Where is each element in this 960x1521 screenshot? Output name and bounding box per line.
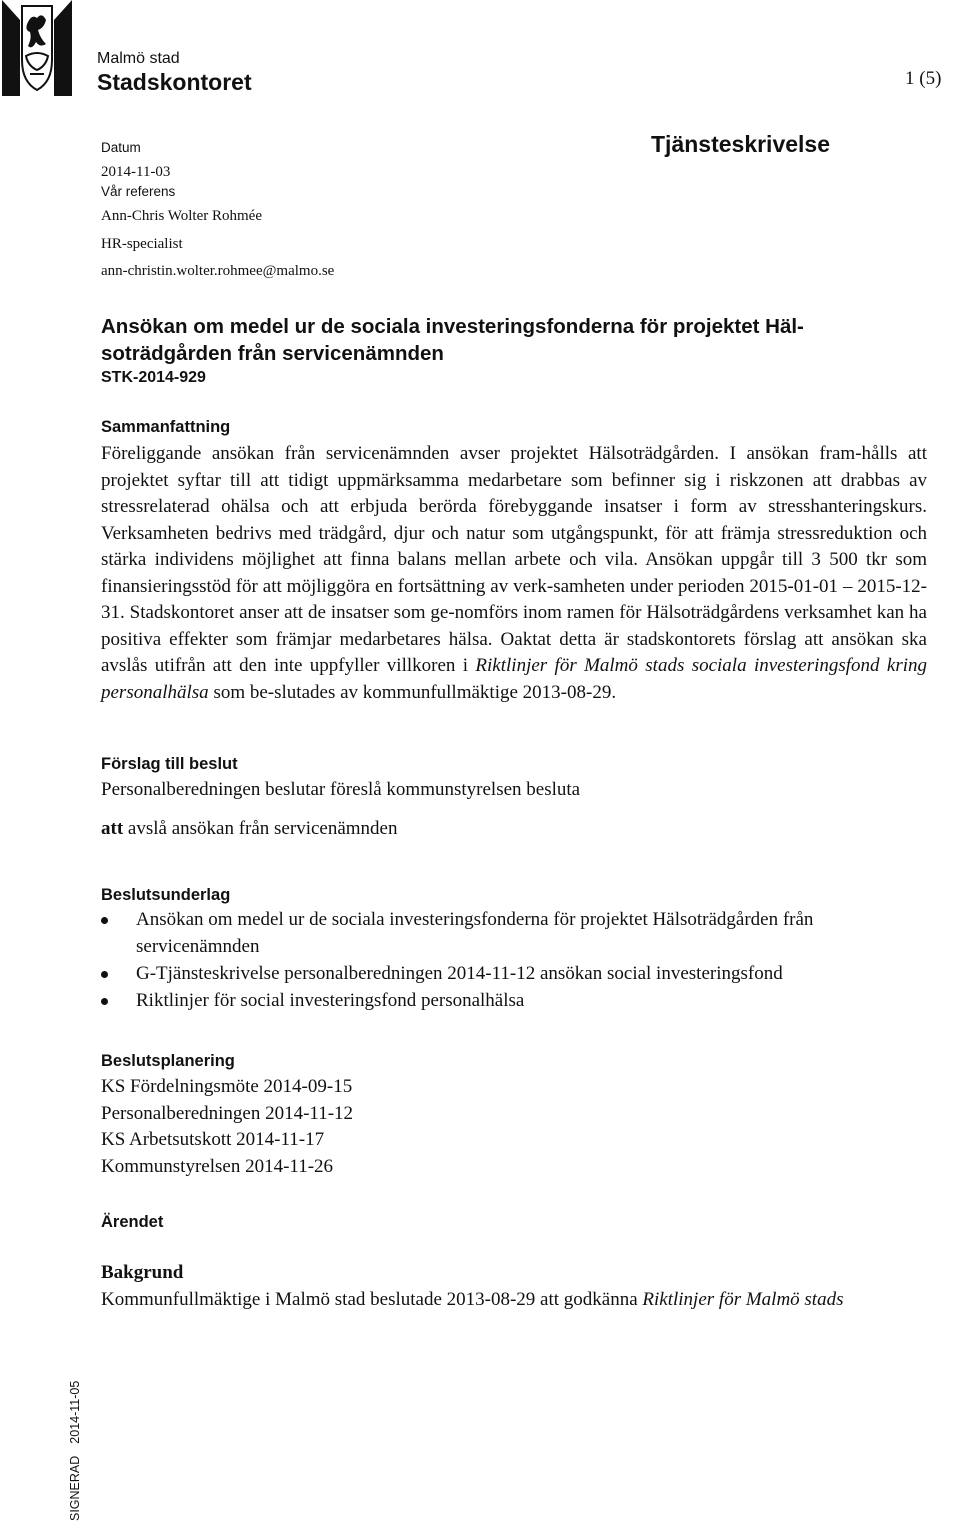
title-line-1: Ansökan om medel ur de sociala investeringsfonderna för projektet Häl- [101, 315, 804, 338]
document-type: Tjänsteskrivelse [651, 131, 831, 157]
author-role: HR-specialist [101, 236, 183, 252]
basis-heading: Beslutsunderlag [101, 886, 231, 904]
list-item: G-Tjänsteskrivelse personalberedningen 2014-11-12 ansökan social investeringsfond [101, 961, 941, 988]
title-line-2: soträdgården från servicenämnden [101, 342, 444, 365]
signed-date: 2014-11-05 [68, 1380, 82, 1444]
list-item: Personalberedningen 2014-11-12 [101, 1102, 354, 1124]
background-heading: Bakgrund [101, 1262, 184, 1283]
decision-text: avslå ansökan från servicenämnden [127, 818, 398, 839]
att-keyword: att [101, 818, 124, 839]
planning-list [101, 1074, 353, 1180]
basis-list [101, 907, 941, 1014]
signed-label: SIGNERAD [68, 1455, 82, 1521]
guideline-reference: Riktlinjer för Malmö stads sociala investeringsfond kring personalhälsa [101, 655, 928, 703]
author-email: ann-christin.wolter.rohmee@malmo.se [101, 263, 335, 279]
document-title [101, 313, 881, 367]
signed-stamp [68, 1381, 82, 1521]
background-text: Kommunfullmäktige i Malmö stad beslutade 2013-08-29 att godkänna [101, 1289, 638, 1310]
date-value: 2014-11-03 [101, 164, 171, 180]
coat-of-arms-icon [2, 0, 72, 96]
bullet-icon [101, 998, 108, 1005]
list-item: KS Arbetsutskott 2014-11-17 [101, 1129, 325, 1150]
summary-heading: Sammanfattning [101, 418, 231, 436]
department-name: Stadskontoret [97, 69, 252, 95]
proposal-decision [101, 816, 398, 843]
summary-text-end: som be-slutades av kommunfullmäktige 2013-08-29. [213, 681, 617, 703]
page-number: 1 (5) [905, 68, 942, 89]
date-label: Datum [101, 140, 141, 155]
proposal-heading: Förslag till beslut [101, 755, 238, 773]
case-reference-number: STK-2014-929 [101, 369, 206, 386]
matter-heading: Ärendet [101, 1213, 164, 1231]
proposal-text: Personalberedningen beslutar föreslå kommunstyrelsen besluta [101, 779, 581, 800]
reference-label: Vår referens [101, 184, 176, 199]
bullet-icon [101, 917, 108, 924]
author-name: Ann-Chris Wolter Rohmée [101, 208, 262, 224]
list-item: Kommunstyrelsen 2014-11-26 [101, 1155, 334, 1177]
list-item: KS Fördelningsmöte 2014-09-15 [101, 1076, 353, 1097]
org-name: Malmö stad [97, 50, 180, 67]
background-italic: Riktlinjer för Malmö stads [642, 1289, 844, 1310]
list-item: Riktlinjer för social investeringsfond personalhälsa [101, 988, 941, 1015]
planning-heading: Beslutsplanering [101, 1052, 235, 1070]
list-item: Ansökan om medel ur de sociala investeringsfonderna för projektet Hälsoträdgården från servicenämnden [101, 907, 941, 960]
bullet-icon [101, 971, 108, 978]
malmo-stad-logo [2, 0, 72, 96]
background-paragraph [101, 1287, 843, 1314]
summary-text-main: Föreliggande ansökan från servicenämnden avser projektet Hälsoträdgården. I ansökan fram-hålls att projektet syftar till att tidigt uppmärksamma medarbetare som befinner sig i riskzonen att drabbas av stressrelaterad ohälsa och att erbjuda berörda förebyggande insatser i form av stresshanteringskurs. Verksamheten bedrivs med trädgård, djur och natur som utgångspunkt, för att främja stressreduktion och stärka individens möjlighet att finna balans mellan arbete och vila. Ansökan uppgår till 3 500 tkr som finansieringsstöd för att möjliggöra en fortsättning av verk-samheten under perioden 2015-01-01 – 2015-12-31. Stadskontoret anser att de insatser som ge-nomförs inom ramen för Hälsoträdgårdens verksamhet kan ha positiva effekter som främjar medarbetares hälsa. Oaktat detta är stadskontorets förslag att ansökan ska avslås utifrån att den inte uppfyller villkoren i [101, 443, 927, 676]
summary-paragraph [101, 441, 927, 706]
